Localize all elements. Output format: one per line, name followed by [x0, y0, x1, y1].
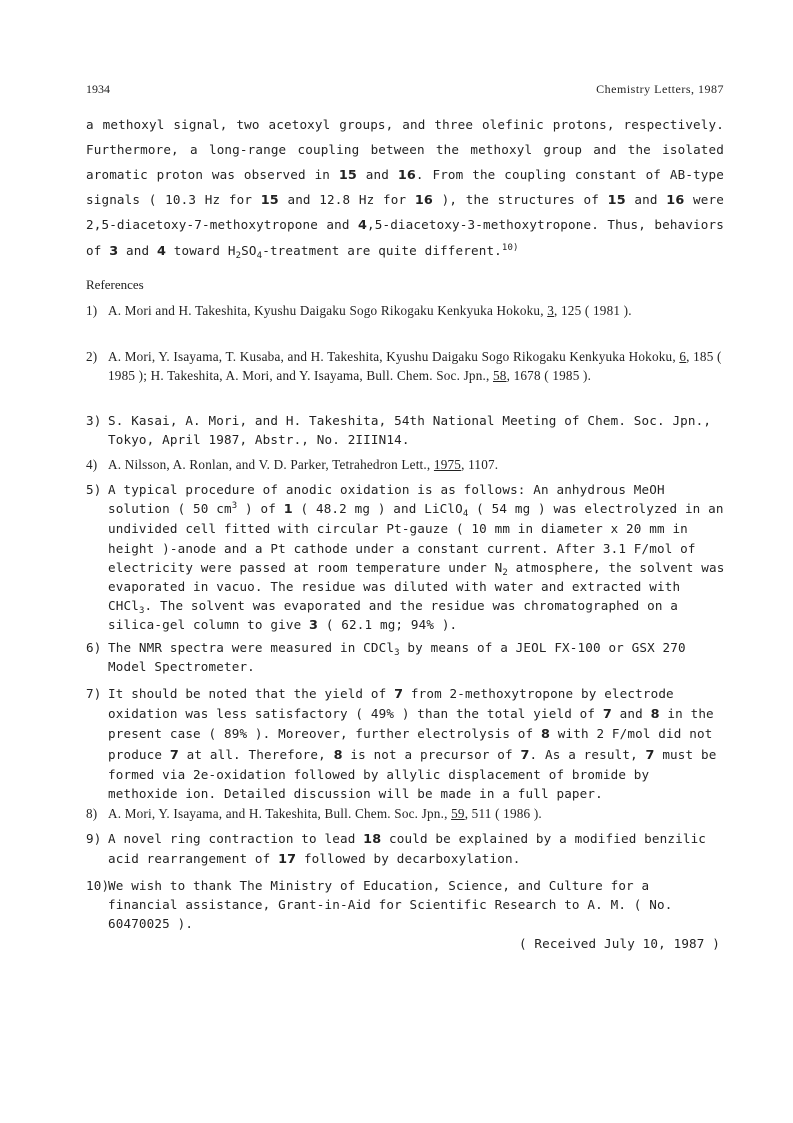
body-line-4: signals ( 10.3 Hz for 15 and 12.8 Hz for 16 ), the structures of 15 and 16 were	[86, 192, 724, 208]
reference-number: 9)	[86, 831, 102, 846]
reference-number: 10)	[86, 878, 110, 893]
reference-text: S. Kasai, A. Mori, and H. Takeshita, 54th National Meeting of Chem. Soc. Jpn., Tokyo, April 1987, Abstr., No. 2IIIN14.	[108, 413, 712, 448]
received-date: ( Received July 10, 1987 )	[518, 936, 720, 951]
reference-item	[86, 411, 726, 449]
reference-number: 2)	[86, 349, 98, 364]
reference-item	[86, 347, 726, 385]
body-line-2: Furthermore, a long-range coupling between the methoxyl group and the isolated	[86, 142, 724, 157]
reference-text: The NMR spectra were measured in CDCl$_3$ by means of a JEOL FX-100 or GSX 270 Model Spectrometer.	[108, 640, 686, 675]
body-line-5: 2,5-diacetoxy-7-methoxytropone and 4,5-diacetoxy-3-methoxytropone. Thus, behaviors	[86, 217, 724, 233]
reference-text: A typical procedure of anodic oxidation is as follows: An anhydrous MeOH solution ( 50 $cm^3$ ) of 1 ( 48.2 mg ) and LiClO$_4$ ( 54 mg ) was electrolyzed in an undivided cell fitted with circular Pt-gauze ( 10 mm in diameter x 20 mm in height )-anode and a Pt cathode under a constant current. After 3.1 F/mol of electricity were passed at room temperature under $N_2$ atmosphere, the solvent was evaporated in vacuo. The residue was diluted with water and extracted with CHCl$_3$. The solvent was evaporated and the residue was chromatographed on a silica-gel column to give 3 ( 62.1 mg; 94% ).	[108, 482, 725, 634]
reference-item	[86, 301, 726, 320]
reference-text: A. Mori and H. Takeshita, Kyushu Daigaku Sogo Rikogaku Kenkyuka Hokoku, 3, 125 ( 1981 ).	[108, 303, 632, 318]
reference-item	[86, 638, 726, 676]
body-line-3: aromatic proton was observed in 15 and 16. From the coupling constant of AB-type	[86, 167, 724, 183]
reference-text: A. Nilsson, A. Ronlan, and V. D. Parker, Tetrahedron Lett., 1975, 1107.	[108, 457, 499, 472]
reference-item	[86, 829, 726, 869]
references-heading: References	[86, 277, 144, 292]
reference-item	[86, 684, 726, 803]
body-line-1: a methoxyl signal, two acetoxyl groups, and three olefinic protons, respectively.	[86, 117, 724, 132]
journal-header: Chemistry Letters, 1987	[596, 82, 724, 96]
reference-item	[86, 455, 726, 474]
reference-text: It should be noted that the yield of 7 from 2-methoxytropone by electrode oxidation was less satisfactory ( 49% ) than the total yield of 7 and 8 in the present case ( 89% ). Moreover, further electrolysis of 8 with 2 F/mol did not produce 7 at all. Therefore, 8 is not a precursor of 7. As a result, 7 must be formed via 2e-oxidation followed by allylic displacement of bromide by methoxide ion. Detailed discussion will be made in a full paper.	[108, 686, 717, 802]
body-line-6: of 3 and 4 toward $H_2SO_4$-treatment are quite different.$^{10)}$	[86, 243, 519, 261]
reference-item	[86, 480, 726, 636]
reference-text: A. Mori, Y. Isayama, and H. Takeshita, Bull. Chem. Soc. Jpn., 59, 511 ( 1986 ).	[108, 806, 542, 821]
reference-number: 7)	[86, 686, 102, 701]
reference-number: 5)	[86, 482, 102, 497]
reference-number: 6)	[86, 640, 102, 655]
reference-number: 4)	[86, 457, 98, 472]
reference-text: We wish to thank The Ministry of Education, Science, and Culture for a financial assistance, Grant-in-Aid for Scientific Research to A. M. ( No. 60470025 ).	[108, 878, 673, 932]
reference-text: A. Mori, Y. Isayama, T. Kusaba, and H. Takeshita, Kyushu Daigaku Sogo Rikogaku Kenkyuka Hokoku, 6, 185 ( 1985 ); H. Takeshita, A. Mori, and Y. Isayama, Bull. Chem. Soc. Jpn., 58, 1678 ( 1985 ).	[108, 349, 722, 384]
page-number: 1934	[86, 82, 110, 96]
reference-number: 3)	[86, 413, 102, 428]
reference-item	[86, 804, 726, 823]
reference-number: 1)	[86, 303, 98, 318]
reference-item	[86, 876, 726, 934]
reference-text: A novel ring contraction to lead 18 could be explained by a modified benzilic acid rearrangement of 17 followed by decarboxylation.	[108, 831, 707, 868]
reference-number: 8)	[86, 806, 98, 821]
